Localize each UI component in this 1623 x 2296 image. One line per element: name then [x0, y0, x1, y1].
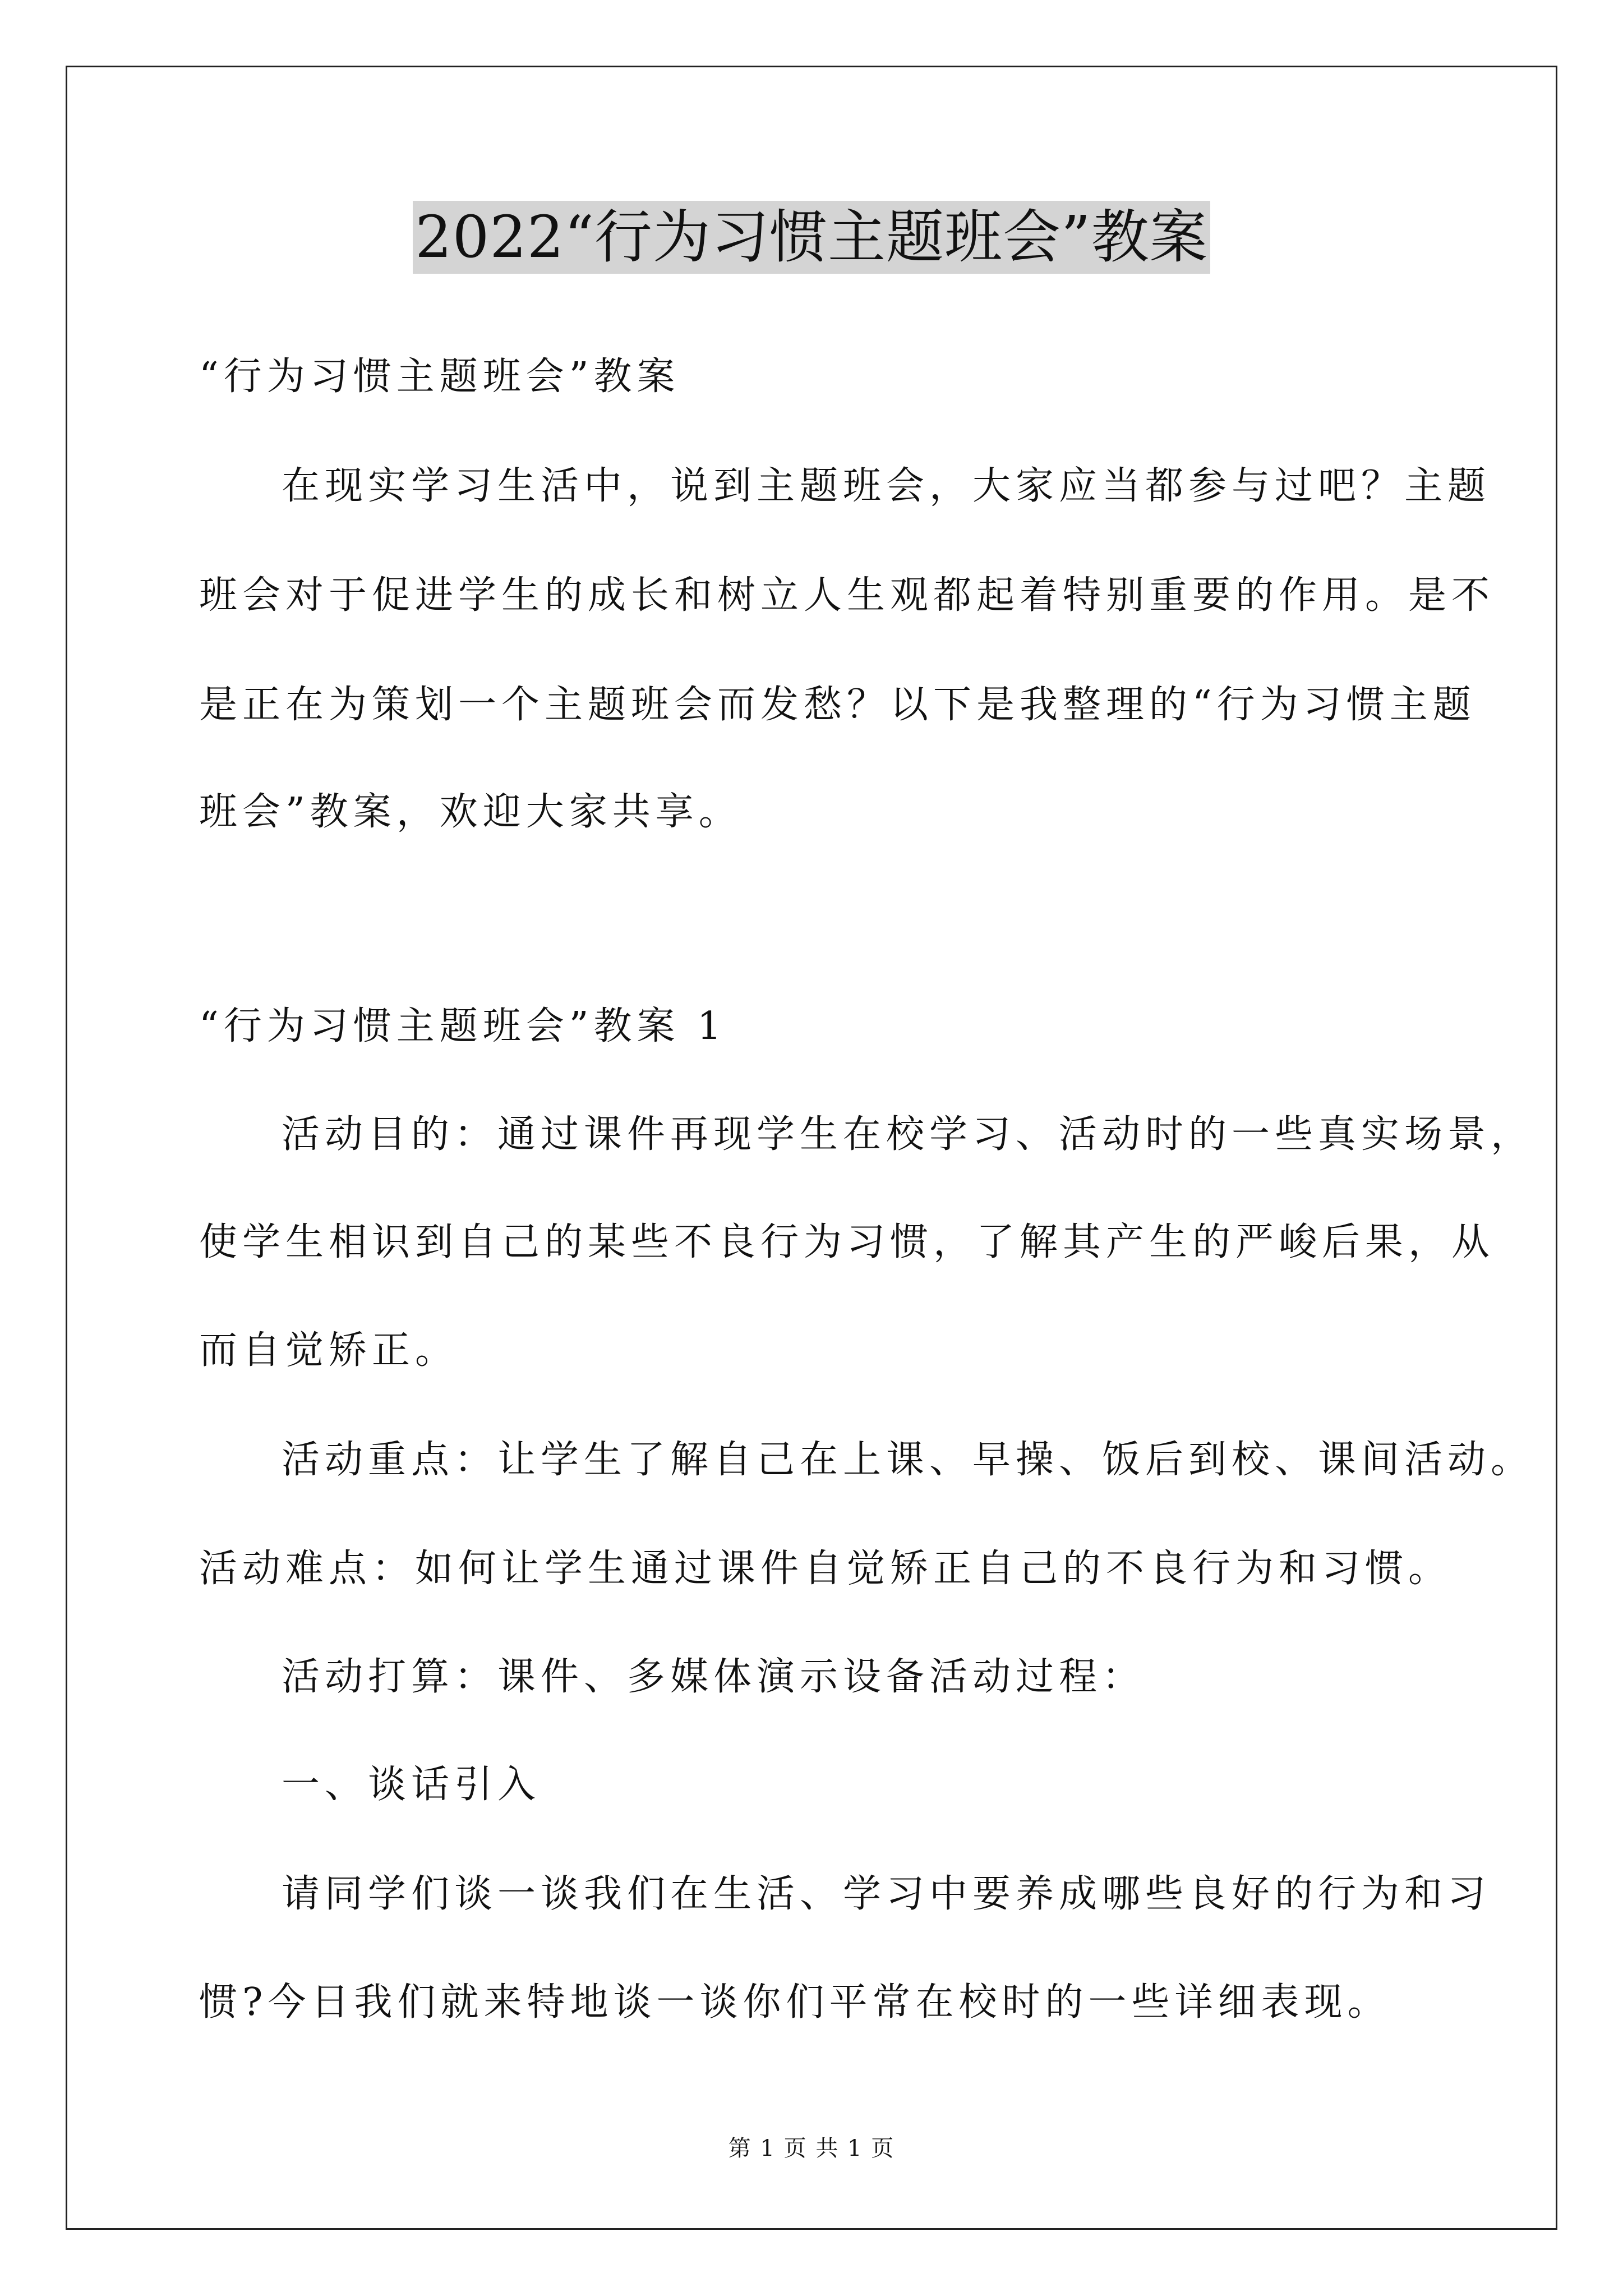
paragraph-line: 班会”教案，欢迎大家共享。 [199, 790, 742, 834]
paragraph-line: 班会对于促进学生的成长和树立人生观都起着特别重要的作用。是不 [199, 573, 1495, 618]
section-heading: “行为习惯主题班会”教案 1 [199, 1004, 727, 1048]
paragraph-line: 活动重点：让学生了解自己在上课、早操、饭后到校、课间活动。 [282, 1438, 1534, 1482]
paragraph-line: 在现实学习生活中，说到主题班会，大家应当都参与过吧？主题 [282, 464, 1491, 508]
paragraph-line: 请同学们谈一谈我们在生活、学习中要养成哪些良好的行为和习 [282, 1872, 1491, 1916]
subtitle: “行为习惯主题班会”教案 [199, 355, 680, 399]
paragraph-line: 使学生相识到自己的某些不良行为习惯，了解其产生的严峻后果，从 [199, 1220, 1495, 1264]
paragraph-line: 惯?今日我们就来特地谈一谈你们平常在校时的一些详细表现。 [199, 1980, 1391, 2024]
title-container [0, 201, 1623, 274]
paragraph-line: 活动目的：通过课件再现学生在校学习、活动时的一些真实场景， [282, 1112, 1534, 1157]
paragraph-line: 是正在为策划一个主题班会而发愁？以下是我整理的“行为习惯主题 [199, 683, 1476, 727]
page-footer: 第 1 页 共 1 页 [728, 2136, 895, 2161]
paragraph-line: 活动难点：如何让学生通过课件自觉矫正自己的不良行为和习惯。 [199, 1547, 1452, 1591]
document-title: 2022“行为习惯主题班会”教案 [413, 201, 1210, 274]
paragraph-line: 而自觉矫正。 [199, 1328, 459, 1373]
list-heading: 一、谈话引入 [282, 1763, 541, 1807]
paragraph-line: 活动打算：课件、多媒体演示设备活动过程： [282, 1655, 1146, 1699]
